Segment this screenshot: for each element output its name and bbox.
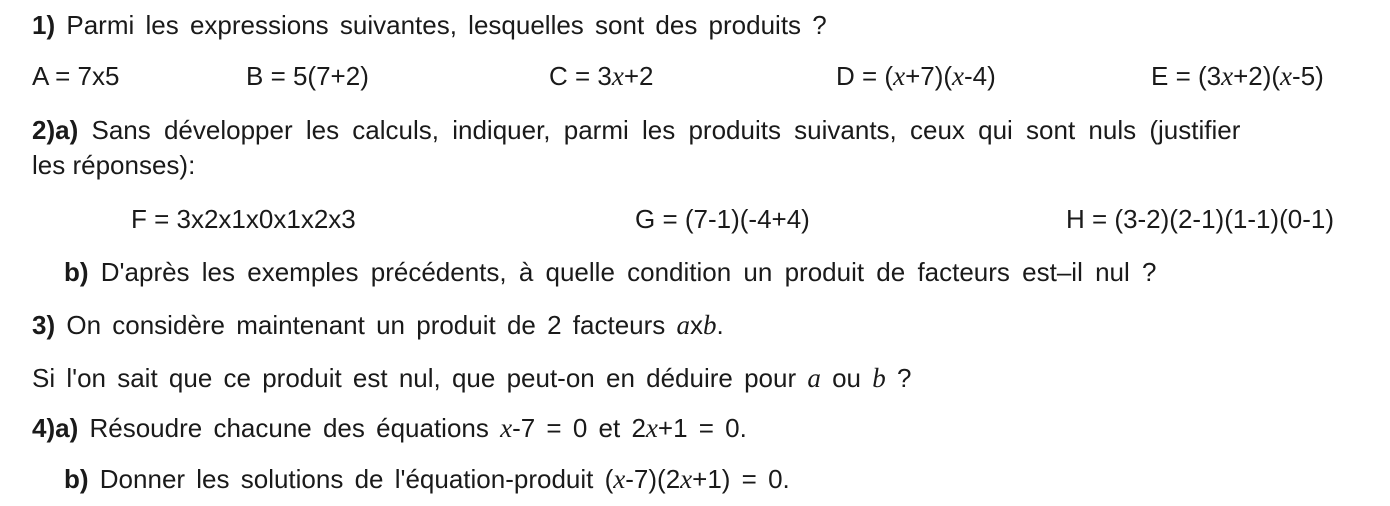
question-2b xyxy=(64,259,1156,285)
question-3-continued xyxy=(32,365,911,392)
question-number: b) xyxy=(64,257,89,287)
question-text: Résoudre chacune des équations xyxy=(89,413,501,443)
question-text: ou xyxy=(820,363,873,393)
equation-part: -7 = 0 xyxy=(512,413,588,443)
times-sign: x xyxy=(690,310,703,340)
equation-part: -7)(2 xyxy=(625,464,681,494)
question-2a xyxy=(32,117,1240,143)
equation-part: +1 = 0. xyxy=(657,413,747,443)
question-number: 4)a) xyxy=(32,413,79,443)
question-4a xyxy=(32,415,747,442)
expression-b: B = 5(7+2) xyxy=(246,61,369,91)
question-number: 2)a) xyxy=(32,115,79,145)
variable-x: x xyxy=(613,464,626,494)
variable-a: a xyxy=(807,363,821,393)
variable-a: a xyxy=(676,310,690,340)
expr-part: -5) xyxy=(1292,61,1324,91)
equation-part: +1) = 0. xyxy=(692,464,790,494)
expr-part: E = (3 xyxy=(1151,61,1222,91)
variable-x: x xyxy=(680,464,693,494)
question-text: Si l'on sait que ce produit est nul, que peut-on en déduire pour xyxy=(32,363,808,393)
expression-a: A = 7x5 xyxy=(32,61,120,91)
expr-part: D = ( xyxy=(836,61,894,91)
question-3 xyxy=(32,312,724,339)
equation-part: 2 xyxy=(631,413,646,443)
variable-x: x xyxy=(645,413,658,443)
question-text: les réponses): xyxy=(32,150,196,180)
expr-part: +7)( xyxy=(905,61,953,91)
question-text: ? xyxy=(885,363,912,393)
expr-part: -4) xyxy=(964,61,996,91)
expression-c xyxy=(549,63,654,90)
expr-part: +2 xyxy=(623,61,654,91)
variable-x: x xyxy=(1280,61,1293,91)
question-4b xyxy=(64,466,790,493)
question-2a-continued xyxy=(32,152,195,178)
expression-g: G = (7-1)(-4+4) xyxy=(635,204,810,234)
variable-b: b xyxy=(872,363,886,393)
expression-f: F = 3x2x1x0x1x2x3 xyxy=(131,204,356,234)
equation-part: ( xyxy=(604,464,614,494)
question-number: b) xyxy=(64,464,89,494)
variable-b: b xyxy=(703,310,717,340)
variable-x: x xyxy=(611,61,624,91)
question-1 xyxy=(32,12,827,38)
question-text: On considère maintenant un produit de 2 facteurs xyxy=(66,310,677,340)
expr-part: C = 3 xyxy=(549,61,612,91)
variable-x: x xyxy=(952,61,965,91)
question-number: 1) xyxy=(32,10,56,40)
question-text: et xyxy=(587,413,632,443)
expression-e xyxy=(1151,63,1324,90)
question-text: Donner les solutions de l'équation-produit xyxy=(99,464,605,494)
question-text: Sans développer les calculs, indiquer, parmi les produits suivants, ceux qui sont nuls (justifier xyxy=(91,115,1241,145)
question-text: Parmi les expressions suivantes, lesquelles sont des produits ? xyxy=(66,10,827,40)
variable-x: x xyxy=(893,61,906,91)
question-text: D'après les exemples précédents, à quelle condition un produit de facteurs est–il nul ? xyxy=(100,257,1157,287)
variable-x: x xyxy=(500,413,513,443)
expression-h: H = (3-2)(2-1)(1-1)(0-1) xyxy=(1066,204,1334,234)
expression-d xyxy=(836,63,996,90)
expr-part: +2)( xyxy=(1233,61,1281,91)
period: . xyxy=(716,310,724,340)
variable-x: x xyxy=(1221,61,1234,91)
question-number: 3) xyxy=(32,310,56,340)
